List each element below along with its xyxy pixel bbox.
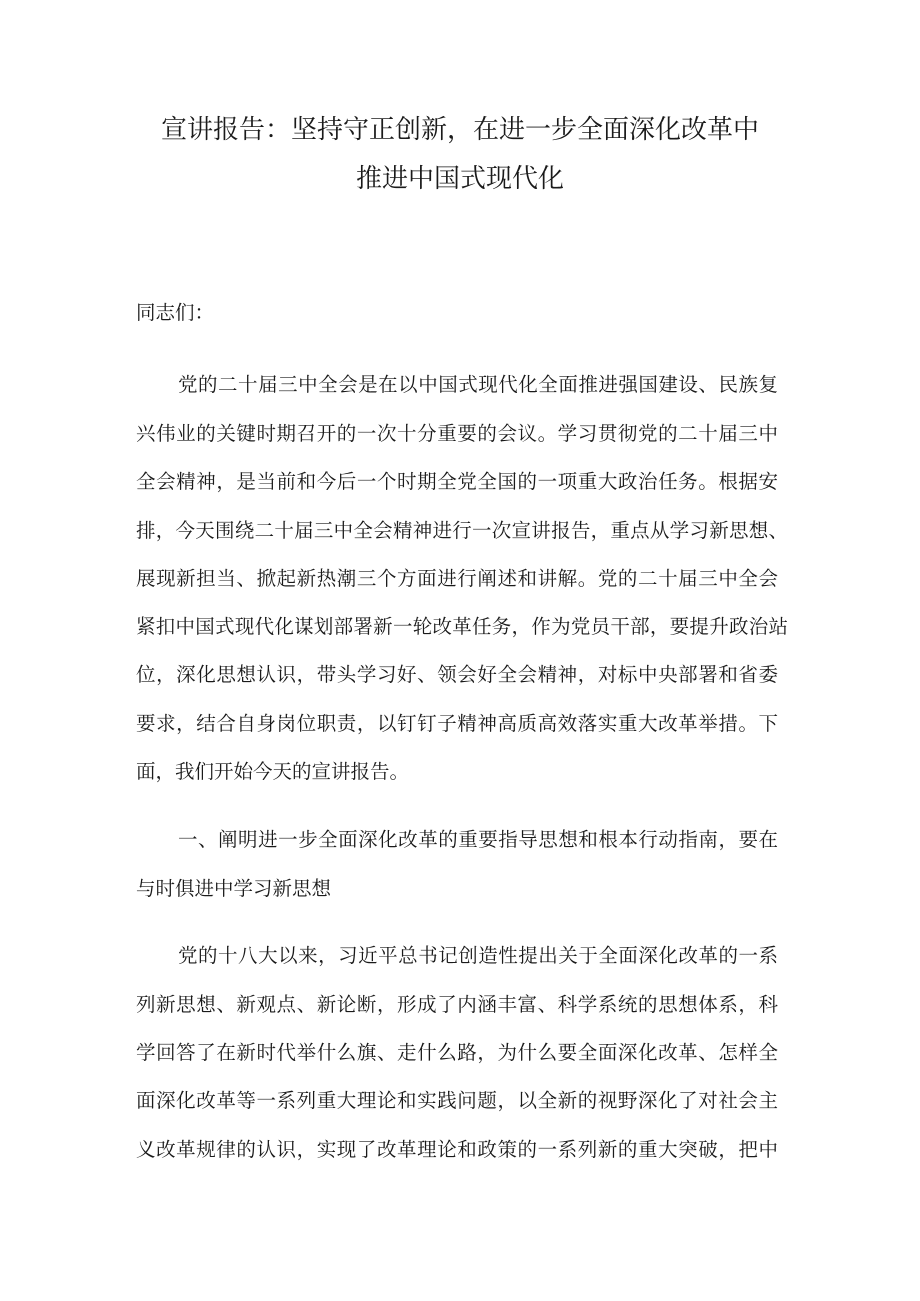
paragraph-2-line: 党的十八大以来，习近平总书记创造性提出关于全面深化改革的一系	[178, 944, 778, 967]
paragraph-2-line: 学回答了在新时代举什么旗、走什么路，为什么要全面深化改革、怎样全	[136, 1041, 778, 1064]
paragraph-2-line: 义改革规律的认识，实现了改革理论和政策的一系列新的重大突破，把中	[136, 1138, 778, 1161]
paragraph-2-line: 面深化改革等一系列重大理论和实践问题，以全新的视野深化了对社会主	[136, 1089, 778, 1112]
paragraph-2-line: 列新思想、新观点、新论断，形成了内涵丰富、科学系统的思想体系，科	[136, 993, 778, 1016]
salutation: 同志们：	[136, 301, 215, 324]
paragraph-1-line: 兴伟业的关键时期召开的一次十分重要的会议。学习贯彻党的二十届三中	[136, 422, 778, 445]
section-heading-line: 与时俱进中学习新思想	[136, 877, 332, 900]
paragraph-1-line: 排，今天围绕二十届三中全会精神进行一次宣讲报告，重点从学习新思想、	[136, 519, 788, 542]
paragraph-1-line: 全会精神，是当前和今后一个时期全党全国的一项重大政治任务。根据安	[136, 470, 778, 493]
paragraph-1-line: 展现新担当、掀起新热潮三个方面进行阐述和讲解。党的二十届三中全会	[136, 567, 778, 590]
paragraph-1-line: 面，我们开始今天的宣讲报告。	[136, 760, 410, 783]
document-title-line-1: 宣讲报告：坚持守正创新，在进一步全面深化改革中	[160, 115, 759, 145]
document-title-line-2: 推进中国式现代化	[355, 164, 564, 194]
section-heading-line: 一、阐明进一步全面深化改革的重要指导思想和根本行动指南，要在	[178, 828, 778, 851]
paragraph-1-line: 位，深化思想认识，带头学习好、领会好全会精神，对标中央部署和省委	[136, 663, 778, 686]
paragraph-1-line: 要求，结合自身岗位职责，以钉钉子精神高质高效落实重大改革举措。下	[136, 712, 778, 735]
paragraph-1-line: 紧扣中国式现代化谋划部署新一轮改革任务，作为党员干部，要提升政治站	[136, 615, 788, 638]
paragraph-1-line: 党的二十届三中全会是在以中国式现代化全面推进强国建设、民族复	[178, 373, 778, 396]
